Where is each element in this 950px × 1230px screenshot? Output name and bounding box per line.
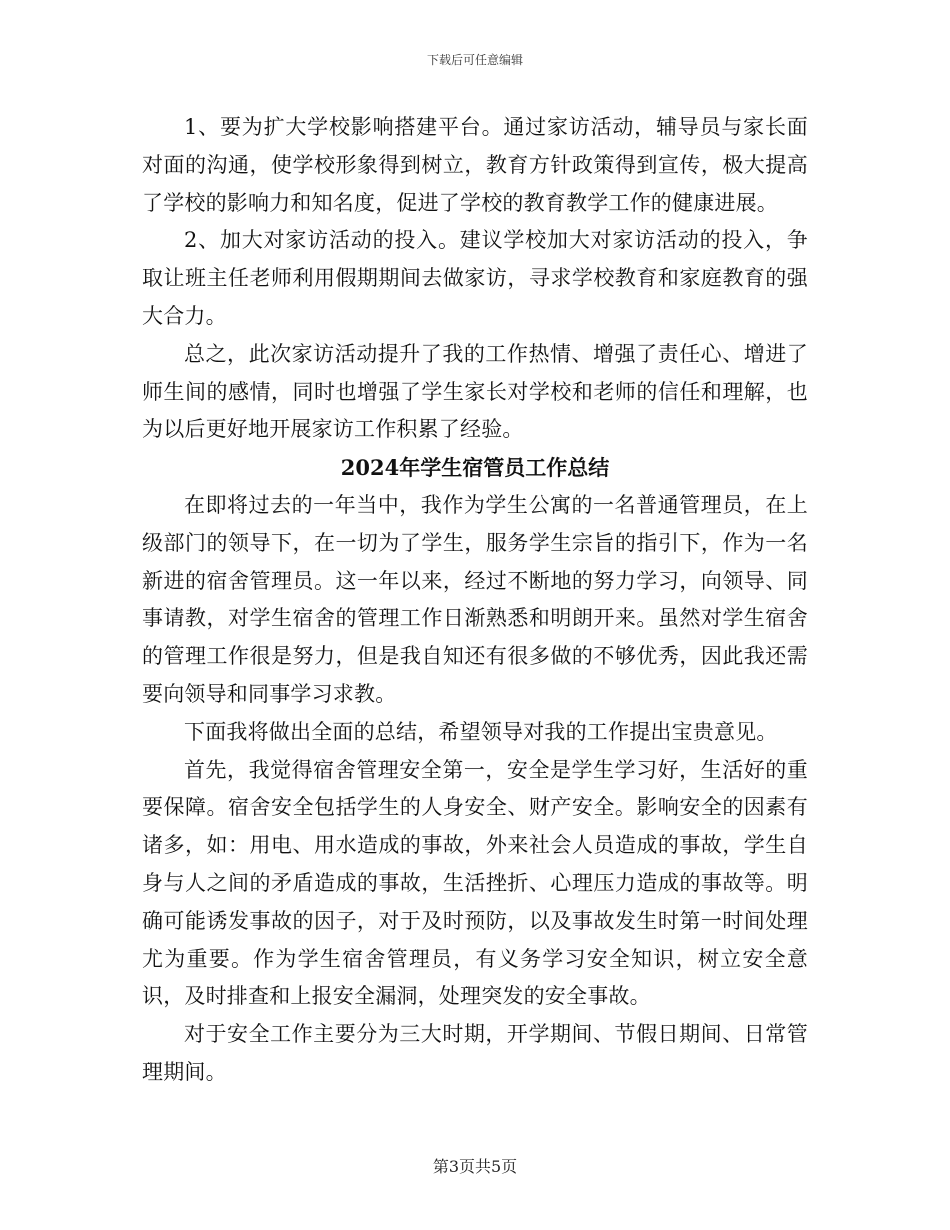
paragraph-4: 在即将过去的一年当中，我作为学生公寓的一名普通管理员，在上级部门的领导下，在一切为了学生，服务学生宗旨的指引下，作为一名新进的宿舍管理员。这一年以来，经过不断地的努力学习，向领导、同事请教，对学生宿舍的管理工作日渐熟悉和明朗开来。虽然对学生宿舍的管理工作很是努力，但是我自知还有很多做的不够优秀，因此我还需要向领导和同事学习求教。 <box>142 492 808 706</box>
paragraph-7: 对于安全工作主要分为三大时期，开学期间、节假日期间、日常管理期间。 <box>142 1022 808 1084</box>
page-header: 下载后可任意编辑 <box>426 53 523 67</box>
paragraph-2: 2、加大对家访活动的投入。建议学校加大对家访活动的投入，争取让班主任老师利用假期期间去做家访，寻求学校教育和家庭教育的强大合力。 <box>142 228 808 328</box>
page-footer: 第3页共5页 <box>432 1157 518 1176</box>
paragraph-5: 下面我将做出全面的总结，希望领导对我的工作提出宝贵意见。 <box>184 719 778 744</box>
section-title: 2024年学生宿管员工作总结 <box>340 455 610 481</box>
paragraph-3: 总之，此次家访活动提升了我的工作热情、增强了责任心、增进了师生间的感情，同时也增强了学生家长对学校和老师的信任和理解，也为以后更好地开展家访工作积累了经验。 <box>142 341 808 442</box>
paragraph-1: 1、要为扩大学校影响搭建平台。通过家访活动，辅导员与家长面对面的沟通，使学校形象得到树立，教育方针政策得到宣传，极大提高了学校的影响力和知名度，促进了学校的教育教学工作的健康进展。 <box>142 115 808 215</box>
document-body <box>142 109 808 1092</box>
paragraph-6: 首先，我觉得宿舍管理安全第一，安全是学生学习好，生活好的重要保障。宿舍安全包括学生的人身安全、财产安全。影响安全的因素有诸多，如：用电、用水造成的事故，外来社会人员造成的事故，学生自身与人之间的矛盾造成的事故，生活挫折、心理压力造成的事故等。明确可能诱发事故的因子，对于及时预防，以及事故发生时第一时间处理尤为重要。作为学生宿舍管理员，有义务学习安全知识，树立安全意识，及时排查和上报安全漏洞，处理突发的安全事故。 <box>142 757 808 1009</box>
